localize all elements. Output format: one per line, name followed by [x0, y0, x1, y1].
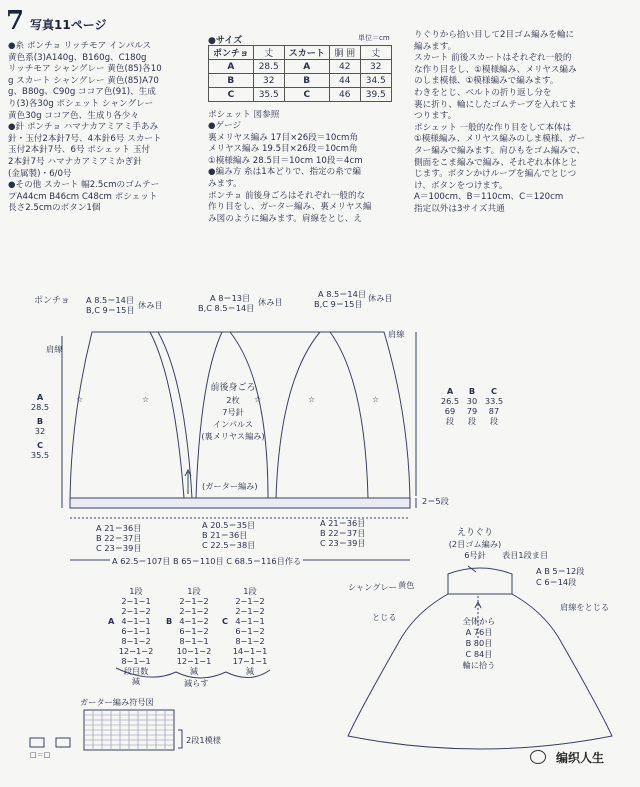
- top-mid-bc: B,C 8.5＝14目: [198, 303, 255, 313]
- dec-row: 1段: [243, 586, 257, 596]
- text-line: ●その他 スカート 幅2.5cmのゴムテー: [8, 180, 160, 191]
- text-line: リッチモア シャングレー 黄色(85)各10: [8, 64, 162, 75]
- table-cell: 39.5: [360, 88, 391, 102]
- legend-left: □＝□: [30, 751, 51, 759]
- text-line: g スカート シャングレー 黄色(85)A70: [8, 75, 159, 86]
- left-height-a: A 28.5: [30, 392, 50, 412]
- size-section-label: ●サイズ: [208, 36, 243, 46]
- text-line: スカート 前後スカートはそれぞれ一般的: [414, 53, 572, 64]
- dec-row: 2−1−2: [179, 606, 209, 616]
- text-line: 針・玉付2本針7号、4本針6号 スカート: [8, 133, 162, 144]
- dec-row: 12−1−2: [118, 646, 154, 656]
- text-line: 裏メリヤス編み 17目×26段＝10cm角: [208, 132, 359, 143]
- text-line: 裏に折り、輪にしたゴムテープを入れてま: [414, 99, 577, 110]
- garter-label: (ガーター編み): [202, 481, 258, 491]
- text-line: ●編み方 糸は1本どりで、指定の糸で編: [208, 167, 362, 178]
- shoulder-right-label: 肩線: [388, 329, 405, 339]
- neckline-block: えりぐり (2目ゴム編み) 6号針: [448, 528, 502, 560]
- page-title: 写真11ページ: [30, 18, 107, 32]
- dec-row: 17−1−1: [232, 656, 268, 666]
- text-line: 作り目をし、ガーター編み、裏メリヤス編: [208, 202, 372, 213]
- garter-symbol-note: 2段1模様: [186, 735, 221, 745]
- dec-row: 4−1−1: [235, 616, 265, 626]
- text-line: 側面をこま編みで編み、それぞれ本体とと: [414, 157, 578, 168]
- pochette-note: ポシェット 図参照: [208, 110, 280, 120]
- text-line: のしま模様、①模様編みで編みます。: [414, 76, 559, 87]
- svg-text:☆: ☆: [308, 395, 316, 404]
- right-height-b: B 30 79 段: [466, 386, 478, 426]
- dec-row: 減: [189, 666, 199, 676]
- poncho-diagram-label: ポンチョ: [34, 296, 70, 306]
- dec-row: 2−1−2: [179, 596, 209, 606]
- size-unit: 単位＝cm: [358, 34, 390, 42]
- dec-row: 6−1−2: [179, 626, 209, 636]
- collar-shape: [448, 568, 512, 594]
- table-cell: 32: [360, 60, 391, 74]
- text-line: 2本針7号 ハマナカアミアミかぎ針: [8, 156, 142, 167]
- bottom-right-widths: A 21＝36目 B 22＝37目 C 23＝39目: [320, 518, 366, 548]
- skirt-length-header: 丈: [360, 46, 391, 60]
- dec-row: 8−1−1: [121, 656, 151, 666]
- dec-row: 8−1−1: [179, 636, 209, 646]
- dec-label-b: B: [166, 616, 173, 626]
- text-line: け、ボタンをつけます。: [414, 180, 508, 191]
- dec-row: 4−1−2: [179, 616, 209, 626]
- shangure-label: シャングレー: [348, 582, 397, 592]
- dec-row: 1段: [187, 586, 201, 596]
- table-cell: 28.5: [253, 60, 284, 74]
- dec-column-b: [176, 586, 212, 676]
- text-line: (金属製)・6/0号: [8, 168, 72, 179]
- text-line: み図のように編みます。肩線をとじ、え: [208, 213, 363, 224]
- watermark: 编织人生: [556, 751, 605, 765]
- dec-row: 2−1−2: [235, 606, 265, 616]
- page-number: 7: [6, 6, 25, 36]
- poncho-header: ポンチョ: [209, 46, 254, 60]
- table-cell: 35.5: [253, 88, 284, 102]
- table-cell: B: [284, 74, 329, 88]
- dec-row: 減: [131, 676, 141, 686]
- wechat-icon: [530, 750, 546, 764]
- text-line: ●針 ポンチョ ハマナカアミアミ手あみ: [8, 122, 159, 133]
- bottom-left-widths: A 21＝36目 B 22＝37目 C 23＝39目: [96, 523, 142, 553]
- left-height-b: B 32: [34, 416, 46, 436]
- skirt-header: スカート: [284, 46, 329, 60]
- table-cell: C: [284, 88, 329, 102]
- table-cell: 44: [329, 74, 360, 88]
- top-mid-tag: 休み目: [258, 297, 283, 307]
- text-line: 玉付2本針7号、6号 ポシェット 玉付: [8, 145, 151, 156]
- text-line: メリヤス編み 19.5目×26段＝10cm角: [208, 144, 358, 155]
- text-line: ター編みで編みます。肩ひもをゴム編みで、: [414, 145, 586, 156]
- text-line: ●糸 ポンチョ リッチモア インパルス: [8, 41, 152, 51]
- body-label: 前後身ごろ 2枚 7号針 インパルス (裏メリヤス編み): [201, 383, 265, 441]
- top-left-bc: B,C 9＝15目: [86, 305, 135, 315]
- dec-row: 減: [245, 666, 255, 676]
- bottom-mid-widths: A 20.5＝35目 B 21＝36目 C 22.5＝38目: [202, 520, 256, 550]
- garter-band: [70, 498, 410, 508]
- dec-label-c: C: [222, 616, 229, 626]
- top-right-a: A 8.5＝14目: [318, 289, 367, 299]
- bottom-rows-label: 2＝5段: [422, 496, 449, 506]
- dec-row: 14−1−1: [232, 646, 268, 656]
- top-left-a: A 8.5＝14目: [86, 295, 135, 305]
- dec-row: 1段: [129, 586, 143, 596]
- pick-up-block: 全体から A 76目 B 80目 C 84目 輪に拾う: [462, 616, 496, 670]
- dec-row: 2−1−2: [121, 606, 151, 616]
- neck-top-label: 表目1段ま目: [502, 550, 549, 560]
- svg-text:☆: ☆: [142, 395, 150, 404]
- table-cell: 46: [329, 88, 360, 102]
- text-line: じます。ボタンかけループを編んでとじつ: [414, 169, 577, 180]
- svg-text:☆: ☆: [372, 395, 380, 404]
- neck-ab: A B 5＝12段: [536, 566, 585, 576]
- top-left-tag: 休み目: [138, 300, 163, 310]
- dec-foot: 減らす: [184, 678, 209, 688]
- dec-row: 12−1−1: [176, 656, 212, 666]
- dec-row: 4−1−1: [121, 616, 151, 626]
- tojiru-right: 肩線をとじる: [560, 602, 610, 612]
- text-line: g、B80g、C90g ココア色(91)、生成: [8, 87, 156, 98]
- right-height-c: C 33.5 87 段: [484, 386, 504, 426]
- table-cell: A: [209, 60, 254, 74]
- left-height-c: C 35.5: [30, 440, 50, 460]
- dec-column-c: [232, 586, 268, 676]
- text-line: ポシェット 一般的な作り目をして本体は: [414, 122, 572, 133]
- dec-row: 6−1−1: [121, 626, 151, 636]
- dec-row: 段目数: [123, 666, 149, 676]
- text-line: 編みます。: [414, 41, 457, 52]
- dec-row: 2−1−1: [121, 596, 151, 606]
- text-line: ●ゲージ: [208, 121, 242, 131]
- tojiru-left: とじる: [372, 612, 397, 622]
- text-line: つります。: [414, 111, 457, 122]
- dec-row: 6−1−2: [235, 626, 265, 636]
- shoulder-left-label: 肩線: [46, 344, 63, 354]
- total-cast-on: A 62.5＝107目 B 65＝110目 C 68.5＝116目作る: [112, 556, 302, 566]
- text-line: りぐりから拾い目して2目ゴム編みを輪に: [414, 30, 575, 40]
- top-mid-a: A 8＝13目: [210, 293, 251, 303]
- table-cell: 32: [253, 74, 284, 88]
- table-cell: A: [284, 60, 329, 74]
- text-line: みます。: [208, 178, 242, 189]
- dec-column-a: [118, 586, 154, 686]
- dec-row: 2−1−2: [235, 596, 265, 606]
- yellow-label: 黄色: [398, 580, 415, 590]
- text-line: ①模様編み、メリヤス編みのしま模様、ガー: [414, 134, 586, 145]
- text-line: 黄色30g ココア色、生成り各少々: [8, 110, 139, 121]
- text-line: A＝100cm、B＝110cm、C＝120cm: [414, 192, 564, 203]
- text-line: わきをとじ、ベルトの折り返し分を: [414, 87, 552, 98]
- skirt-waist-header: 胴 囲: [329, 46, 360, 60]
- text-line: ポンチョ 前後身ごろはそれぞれ一般的な: [208, 190, 366, 201]
- dec-row: 10−1−2: [176, 646, 212, 656]
- text-line: な作り目をし、①模様編み、メリヤス編み: [414, 64, 577, 75]
- table-cell: 42: [329, 60, 360, 74]
- svg-text:☆: ☆: [254, 395, 262, 404]
- dec-row: 8−1−2: [121, 636, 151, 646]
- poncho-length-header: 丈: [253, 46, 284, 60]
- text-line: り(3)各30g ポシェット シャングレー: [8, 98, 154, 109]
- svg-text:☆: ☆: [76, 395, 84, 404]
- table-cell: C: [209, 88, 254, 102]
- right-height-a: A 26.5 69 段: [440, 386, 460, 426]
- table-cell: 34.5: [360, 74, 391, 88]
- text-line: 指定以外は3サイズ共通: [414, 203, 505, 214]
- top-right-bc: B,C 9＝15目: [314, 299, 363, 309]
- table-cell: B: [209, 74, 254, 88]
- text-line: ①模様編み 28.5目＝10cm 10段＝4cm: [208, 155, 363, 166]
- neck-c: C 6＝14段: [536, 577, 577, 587]
- text-line: 黄色系(3)A140g、B160g、C180g: [8, 52, 147, 63]
- dec-label-a: A: [108, 616, 115, 626]
- text-line: プA44cm B46cm C48cm ポシェット: [8, 191, 158, 202]
- top-right-tag: 休み目: [368, 293, 393, 303]
- dec-row: 8−1−2: [235, 636, 265, 646]
- garter-symbol-title: ガーター編み符号図: [80, 697, 154, 707]
- text-line: 長さ2.5cmのボタン1個: [8, 203, 101, 214]
